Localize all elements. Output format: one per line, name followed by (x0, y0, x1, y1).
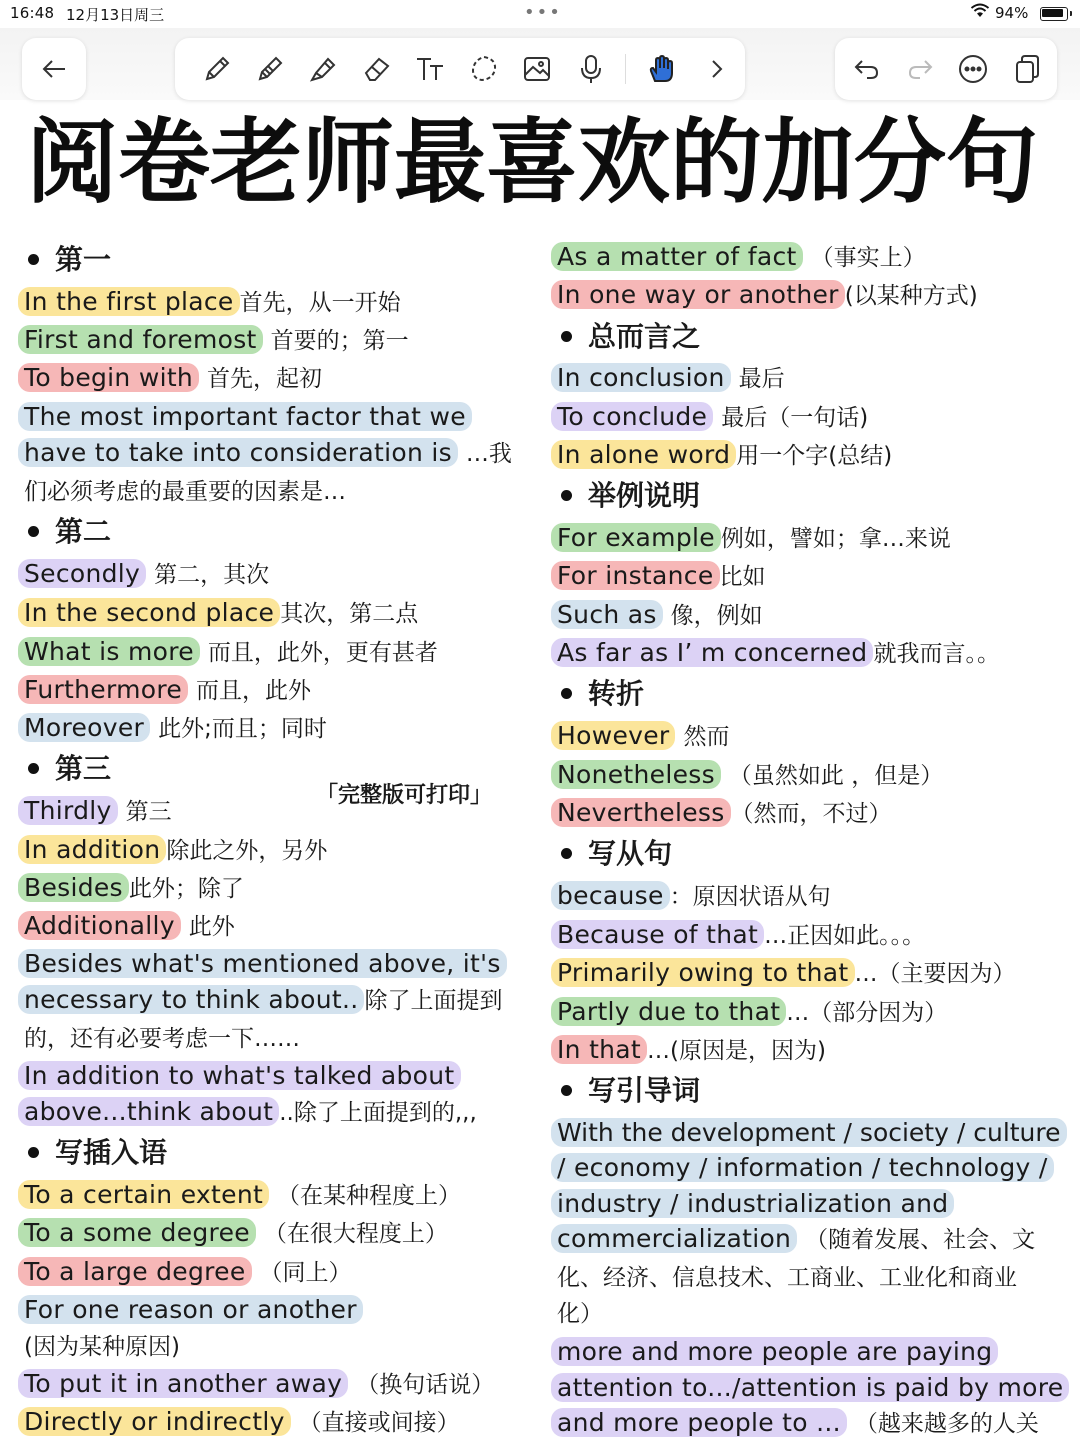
phrase-translation: 的，还有必要考虑一下…… (24, 1026, 300, 1052)
phrase-row: have to take into consideration is …我 (18, 437, 512, 470)
phrase-row: To a large degree （同上） (18, 1256, 352, 1289)
status-bar (0, 0, 1080, 28)
phrase-translation: 化） (557, 1301, 603, 1327)
phrase-row: necessary to think about.. 除了上面提到 (18, 984, 502, 1017)
phrase-row: Additionally 此外 (18, 910, 235, 943)
phrase-row: because ：原因状语从句 (551, 880, 831, 913)
phrase-row: For instance 比如 (551, 560, 766, 593)
phrase-row: Thirdly 第三 (18, 795, 172, 828)
phrase-translation: 化、经济、信息技术、工商业、工业化和商业 (557, 1265, 1017, 1291)
hand-gesture-icon[interactable] (639, 38, 683, 100)
page-title: 阅卷老师最喜欢的加分句 (26, 109, 1039, 216)
back-pill (22, 38, 86, 100)
toolbar-separator (625, 54, 626, 84)
phrase-row: In addition 除此之外，另外 (18, 834, 327, 867)
document-actions (835, 38, 1057, 100)
phrase-row: In conclusion 最后 (551, 362, 785, 395)
phrase-row: To begin with 首先，起初 (18, 362, 322, 395)
phrase-row: Furthermore 而且，此外 (18, 674, 311, 707)
phrase-row: Besides what's mentioned above, it's (18, 948, 507, 980)
battery-icon (1040, 7, 1068, 21)
phrase-row: In the first place 首先，从一开始 (18, 286, 401, 319)
chevron-right-icon[interactable] (695, 38, 739, 100)
status-time: 16:48 (10, 4, 55, 22)
phrase-row: Moreover 此外;而且；同时 (18, 712, 327, 745)
section-heading-examples: 举例说明 (557, 479, 700, 513)
phrase-row: With the development / society / culture (551, 1117, 1067, 1149)
back-arrow-icon[interactable] (22, 38, 86, 100)
phrase-row: In one way or another (以某种方式) (551, 279, 978, 312)
phrase-row: To put it in another away （换句话说） (18, 1368, 494, 1401)
phrase-row: To a some degree （在很大程度上） (18, 1217, 448, 1250)
phrase-row: Besides 此外；除了 (18, 872, 244, 905)
phrase-row: In alone word 用一个字(总结) (551, 439, 892, 472)
section-heading-conclusion: 总而言之 (557, 320, 700, 354)
phrase-row: What is more 而且，此外，更有甚者 (18, 636, 438, 669)
phrase-row: commercialization （随着发展、社会、文 (551, 1223, 1035, 1256)
phrase-row: Nevertheless （然而，不过） (551, 797, 892, 830)
phrase-row: First and foremost 首要的；第一 (18, 324, 409, 357)
section-heading-second: 第二 (24, 515, 111, 549)
phrase-row: more and more people are paying (551, 1336, 998, 1368)
phrase-row: Nonetheless （虽然如此 ，但是） (551, 759, 943, 792)
phrase-row: However 然而 (551, 720, 729, 753)
eraser-icon[interactable] (355, 38, 399, 100)
battery-percent: 94% (995, 4, 1029, 22)
highlighter-icon[interactable] (301, 38, 345, 100)
pages-icon[interactable] (1005, 38, 1049, 100)
text-tool-icon[interactable] (408, 38, 452, 100)
phrase-row: Primarily owing to that …（主要因为） (551, 957, 1016, 990)
phrase-row: In the second place 其次，第二点 (18, 597, 418, 630)
phrase-row: attention to.../attention is paid by more (551, 1372, 1069, 1404)
phrase-row: For example 例如，譬如；拿…来说 (551, 522, 951, 555)
section-heading-introductory: 写引导词 (557, 1074, 700, 1108)
printable-note: 「完整版可打印」 (316, 783, 493, 808)
phrase-row: For one reason or another (18, 1294, 363, 1326)
phrase-translation: (因为某种原因) (24, 1334, 180, 1360)
tool-palette (175, 38, 745, 100)
phrase-row: To a certain extent （在某种程度上） (18, 1179, 461, 1212)
section-heading-clauses: 写从句 (557, 837, 672, 871)
more-icon[interactable] (951, 38, 995, 100)
pen-icon[interactable] (195, 38, 239, 100)
phrase-row: above...think about ..除了上面提到的,,, (18, 1096, 477, 1129)
phrase-row: As far as I’ m concerned 就我而言。。 (551, 637, 1000, 670)
phrase-row: To conclude 最后（一句话) (551, 401, 868, 434)
phrase-row: In addition to what's talked about (18, 1060, 461, 1092)
section-heading-transition: 转折 (557, 677, 644, 711)
phrase-row: Because of that …正因如此。。。 (551, 919, 925, 952)
phrase-row: Directly or indirectly （直接或间接） (18, 1406, 460, 1439)
phrase-row: The most important factor that we (18, 401, 472, 433)
phrase-translation: 们必须考虑的最重要的因素是… (24, 479, 346, 505)
lasso-icon[interactable] (462, 38, 506, 100)
section-heading-third: 第三 (24, 752, 111, 786)
phrase-row: As a matter of fact （事实上） (551, 241, 926, 274)
multitasking-dots-icon[interactable]: ••• (524, 2, 562, 23)
redo-icon[interactable] (898, 38, 942, 100)
wifi-icon (970, 3, 990, 23)
phrase-row: In that …(原因是，因为) (551, 1034, 826, 1067)
section-heading-parenthetical: 写插入语 (24, 1136, 167, 1170)
microphone-icon[interactable] (569, 38, 613, 100)
phrase-row: Such as 像，例如 (551, 599, 763, 632)
phrase-row: and more people to ... （越来越多的人关 (551, 1407, 1039, 1440)
undo-icon[interactable] (845, 38, 889, 100)
phrase-row: / economy / information / technology / (551, 1152, 1054, 1184)
pencil-icon[interactable] (248, 38, 292, 100)
phrase-row: Secondly 第二，其次 (18, 558, 269, 591)
image-icon[interactable] (515, 38, 559, 100)
status-date: 12月13日周三 (66, 6, 165, 24)
phrase-row: Partly due to that …（部分因为） (551, 996, 947, 1029)
phrase-row: industry / industrialization and (551, 1188, 954, 1220)
section-heading-first: 第一 (24, 243, 111, 277)
